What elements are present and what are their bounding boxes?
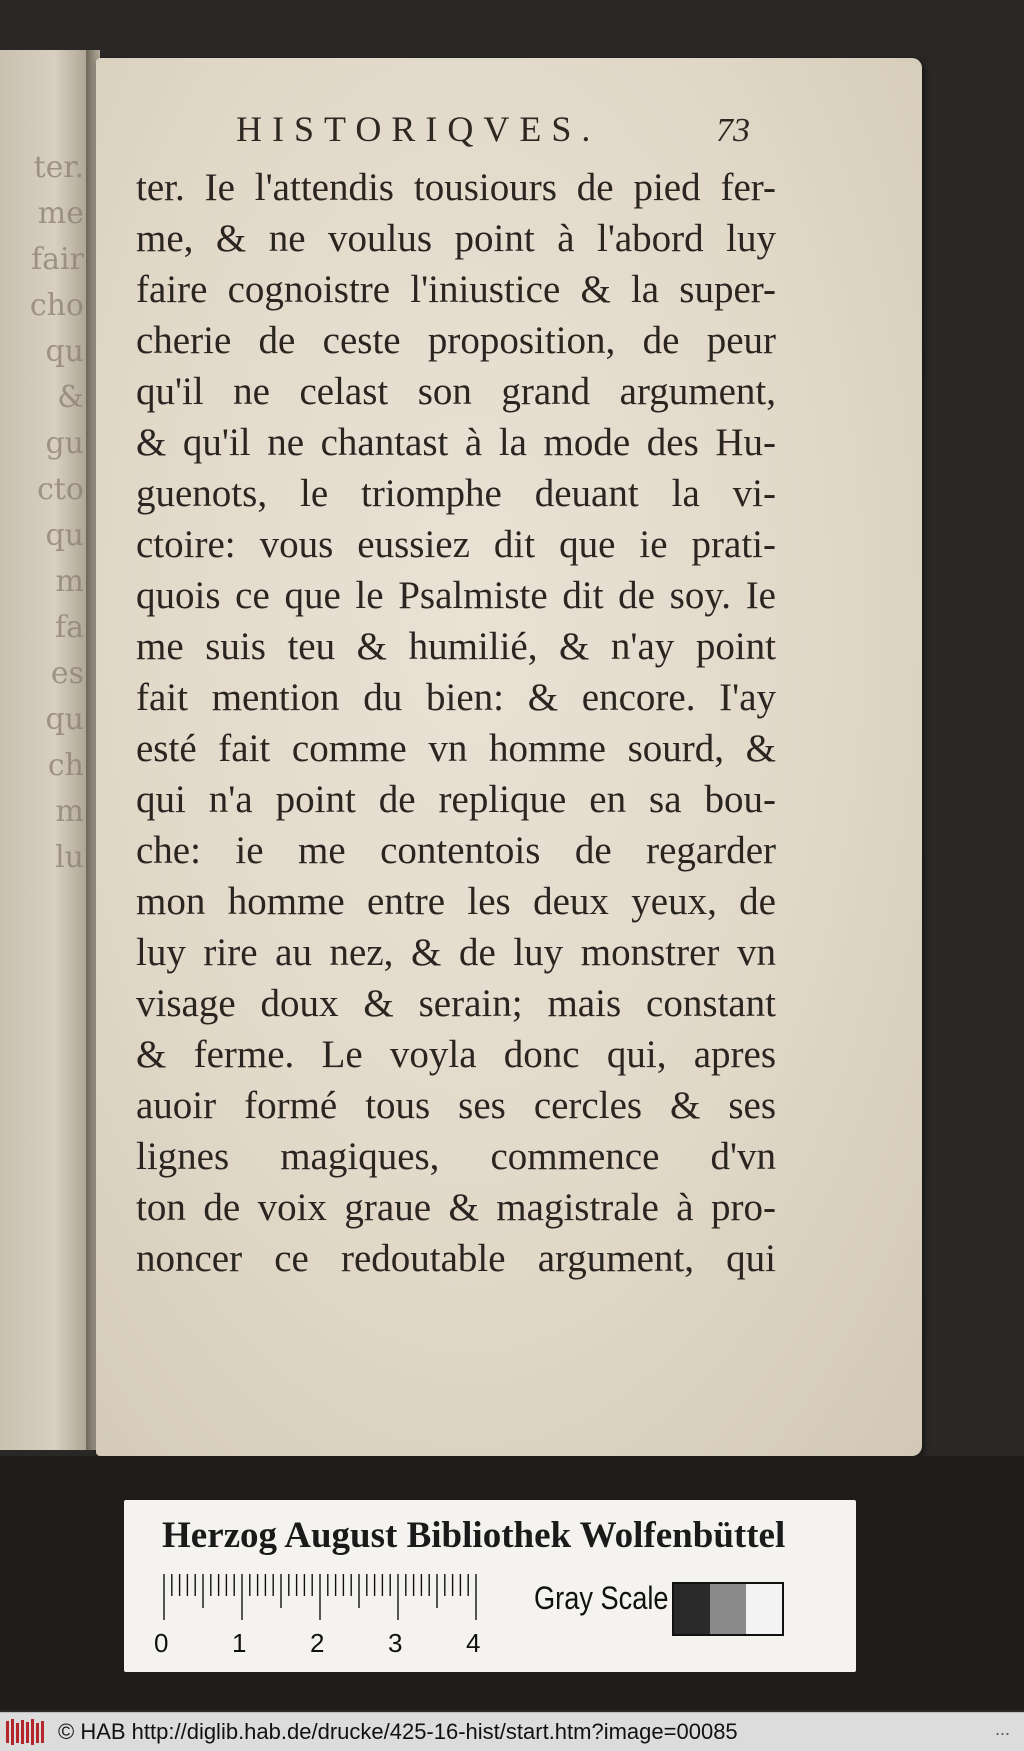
left-page-fragment: & [57, 380, 84, 415]
page-header [96, 108, 922, 168]
left-page-fragment: m [55, 564, 84, 599]
color-scale-card [124, 1500, 856, 1672]
hab-logo-icon [4, 1717, 48, 1747]
text-line: & ferme. Le voyla donc qui, apres [136, 1033, 776, 1076]
running-head: HISTORIQVES. [236, 109, 601, 149]
left-page-fragment: qu [45, 334, 84, 369]
ruler-ticks [162, 1572, 522, 1622]
library-name: Herzog August Bibliothek Wolfenbüttel [162, 1515, 786, 1556]
text-line: ter. Ie l'attendis tousiours de pied fer- [136, 166, 776, 209]
cm-ruler [162, 1572, 522, 1622]
more-options-icon[interactable]: ... [994, 1719, 1010, 1739]
footer-copyright-link[interactable]: © HAB http://diglib.hab.de/drucke/425-16-hist/start.htm?image=00085 [58, 1719, 738, 1744]
left-page-fragment: ch [47, 748, 84, 783]
text-line: fait mention du bien: & encore. I'ay [136, 676, 776, 719]
page-number: 73 [716, 112, 750, 149]
grayscale-swatch [746, 1584, 782, 1634]
text-line: & qu'il ne chantast à la mode des Hu- [136, 421, 776, 464]
left-page-fragment: cto [37, 472, 84, 507]
left-page-fragment: gu [45, 426, 84, 461]
text-line: qui n'a point de replique en sa bou- [136, 778, 776, 821]
text-line: ctoire: vous eussiez dit que ie prati- [136, 523, 776, 566]
text-line: lignes magiques, commence d'vn [136, 1135, 776, 1178]
text-line: qu'il ne celast son grand argument, [136, 370, 776, 413]
text-line: faire cognoistre l'iniustice & la super- [136, 268, 776, 311]
grayscale-swatches [672, 1582, 784, 1636]
left-page-fragment: fair [31, 242, 84, 277]
footer-bar [0, 1712, 1024, 1751]
body-text [136, 162, 776, 1284]
text-line: me, & ne voulus point à l'abord luy [136, 217, 776, 260]
text-line: luy rire au nez, & de luy monstrer vn [136, 931, 776, 974]
left-page-fragment: me [37, 196, 84, 231]
left-page-fragment: qu [45, 702, 84, 737]
ruler-number: 1 [232, 1628, 247, 1658]
left-facing-page [0, 50, 92, 1450]
left-page-fragment: cho [29, 288, 84, 323]
text-line: quois ce que le Psalmiste dit de soy. Ie [136, 574, 776, 617]
left-page-fragment: fa [55, 610, 84, 645]
book-page [96, 58, 922, 1456]
left-page-fragment: m [55, 794, 84, 829]
grayscale-swatch [674, 1584, 710, 1634]
ruler-number: 4 [466, 1628, 481, 1658]
ruler-number: 2 [310, 1628, 325, 1658]
ruler-number: 0 [154, 1628, 169, 1658]
left-page-fragment: es [50, 656, 84, 691]
text-line: me suis teu & humilié, & n'ay point [136, 625, 776, 668]
left-page-fragment: ter. [33, 150, 84, 185]
text-line: esté fait comme vn homme sourd, & [136, 727, 776, 770]
grayscale-swatch [710, 1584, 746, 1634]
text-line: mon homme entre les deux yeux, de [136, 880, 776, 923]
text-line: ton de voix graue & magistrale à pro- [136, 1186, 776, 1229]
left-page-fragment: lu [55, 840, 84, 875]
text-line: noncer ce redoutable argument, qui [136, 1237, 776, 1280]
text-line: visage doux & serain; mais constant [136, 982, 776, 1025]
text-line: che: ie me contentois de regarder [136, 829, 776, 872]
grayscale-label: Gray Scale [534, 1580, 669, 1616]
text-line: guenots, le triomphe deuant la vi- [136, 472, 776, 515]
text-line: cherie de ceste proposition, de peur [136, 319, 776, 362]
left-page-fragment: qu [45, 518, 84, 553]
ruler-number: 3 [388, 1628, 403, 1658]
text-line: auoir formé tous ses cercles & ses [136, 1084, 776, 1127]
